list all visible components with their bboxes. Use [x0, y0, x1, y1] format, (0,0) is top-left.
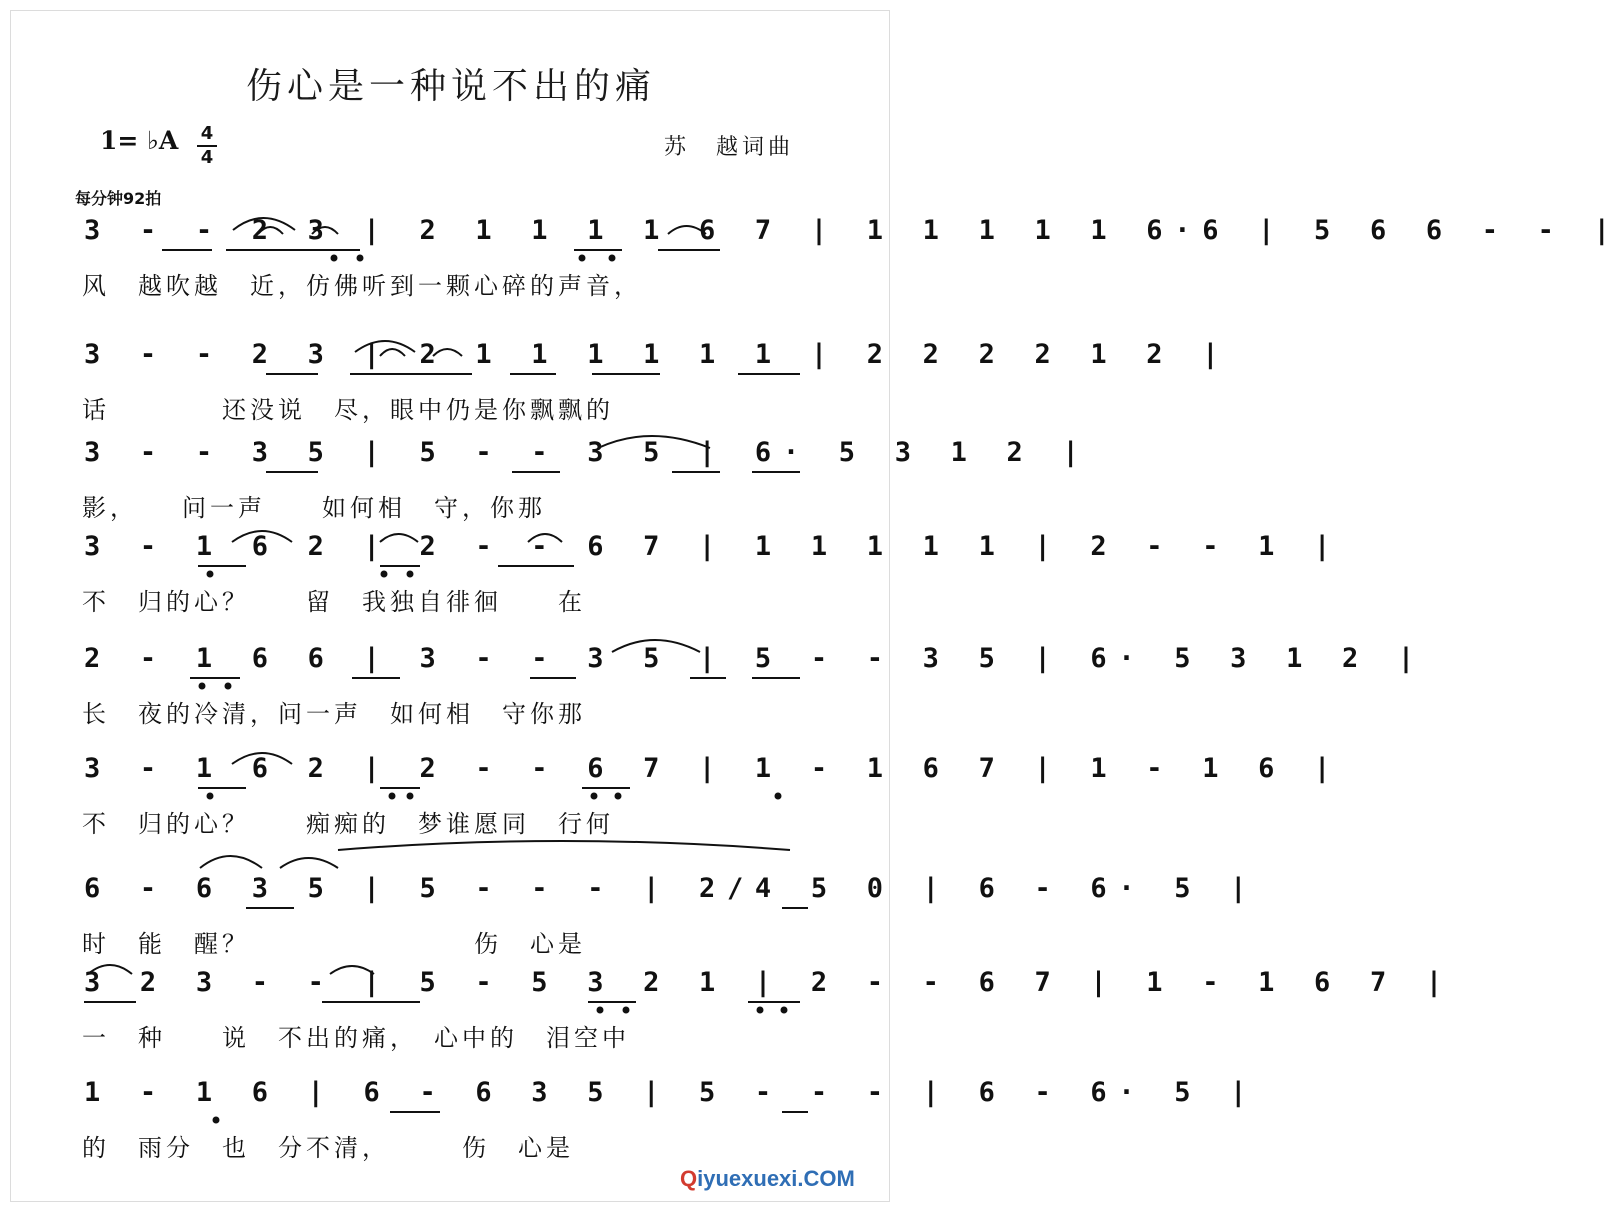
- score-row-5: [0, 642, 1426, 742]
- notes-row-2: 3 - - 2 3 | 2 1 1 1 1 1 1 | 2 2 2 2 1 2 |: [84, 339, 1231, 370]
- score-row-8: [0, 966, 1454, 1066]
- notes-row-6: 3 - 1 6 2 | 2 - - 6 7 | 1 - 1 6 7 | 1 - 1 6 |: [84, 753, 1342, 784]
- notes-row-8: 3 2 3 - - | 5 - 5 3 2 1 | 2 - - 6 7 | 1 - 1 6 7 |: [84, 967, 1454, 998]
- site-watermark: [680, 1166, 855, 1192]
- lyrics-row-5: 长 夜的冷清，问一声 如何相 守你那: [82, 700, 586, 728]
- notes-row-5: 2 - 1 6 6 | 3 - - 3 5 | 5 - - 3 5 | 6· 5 3 1 2 |: [84, 643, 1426, 674]
- score-row-7: [0, 872, 1259, 972]
- notes-row-4: 3 - 1 6 2 | 2 - - 6 7 | 1 1 1 1 1 | 2 - - 1 |: [84, 531, 1342, 562]
- score-row-1: [0, 214, 1622, 314]
- lyrics-row-1: 风 越吹越 近，仿佛听到一颗心碎的声音，: [82, 272, 642, 300]
- song-title: 伤心是一种说不出的痛: [245, 66, 656, 107]
- notes-row-3: 3 - - 3 5 | 5 - - 3 5 | 6· 5 3 1 2 |: [84, 437, 1091, 468]
- lyrics-row-3: 影， 问一声 如何相 守，你那: [82, 494, 546, 522]
- lyrics-row-9: 的 雨分 也 分不清， 伤 心是: [82, 1134, 574, 1162]
- time-signature-top: 4: [200, 123, 214, 144]
- lyrics-row-6: 不 归的心？ 痴痴的 梦谁愿同 行何: [82, 810, 614, 838]
- score-row-4: [0, 530, 1342, 630]
- score-row-3: [0, 436, 1091, 536]
- score-row-9: [0, 1076, 1259, 1176]
- watermark-rest: iyuexuexi.COM: [697, 1166, 855, 1191]
- composer-credit: 苏 越词曲: [664, 135, 795, 160]
- lyrics-row-7: 时 能 醒？ 伤 心是: [82, 930, 586, 958]
- lyrics-row-8: 一 种 说 不出的痛， 心中的 泪空中: [82, 1024, 630, 1052]
- tempo-marking: 每分钟92拍: [75, 189, 162, 208]
- time-signature: [197, 124, 217, 168]
- notes-row-9: 1 - 1 6 | 6 - 6 3 5 | 5 - - - | 6 - 6· 5 |: [84, 1077, 1259, 1108]
- time-signature-bottom: 4: [200, 147, 214, 168]
- score-row-6: [0, 752, 1342, 852]
- lyrics-row-4: 不 归的心？ 留 我独自徘徊 在: [82, 588, 586, 616]
- lyrics-row-2: 话 还没说 尽，眼中仍是你飘飘的: [82, 396, 614, 424]
- key-signature: 1= ♭A: [100, 126, 179, 155]
- notes-row-7: 6 - 6 3 5 | 5 - - - | 2/4 5 0 | 6 - 6· 5 |: [84, 873, 1259, 904]
- score-row-2: [0, 338, 1231, 438]
- notes-row-1: 3 - - 2 3 | 2 1 1 1 1 6 7 | 1 1 1 1 1 6·6 | 5 6 6 - - |: [84, 215, 1622, 246]
- watermark-q: Q: [680, 1166, 698, 1191]
